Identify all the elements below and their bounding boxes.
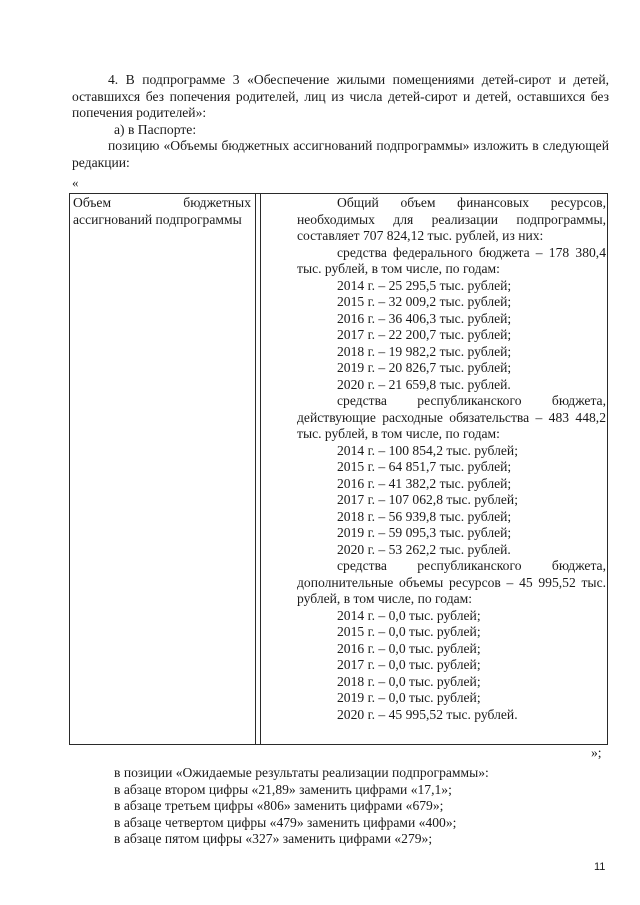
republic-existing-year-line: 2016 г. – 41 382,2 тыс. рублей; [337,475,512,491]
column-divider [260,194,261,744]
republic-existing-year-line: 2018 г. – 56 939,8 тыс. рублей; [337,508,512,524]
table-left-cell [73,195,251,228]
item-a-line: а) в Паспорте: [114,121,197,137]
total-paragraph: Общий объем финансовых ресурсов, необходимых для реализации подпрограммы, составляет 707 824,12 тыс. рублей, из них: [297,195,606,243]
republic-additional-year-line: 2018 г. – 0,0 тыс. рублей; [337,673,481,689]
republic-existing-year-line: 2017 г. – 107 062,8 тыс. рублей; [337,492,518,507]
intro-section [72,72,609,171]
federal-heading: средства федерального бюджета – 178 380,4 тыс. рублей, в том числе, по годам: [297,244,606,276]
open-quote: « [72,175,79,190]
federal-year-line: 2015 г. – 32 009,2 тыс. рублей; [337,294,512,309]
republic-additional-year-line: 2019 г. – 0,0 тыс. рублей; [337,690,481,705]
republic-existing-year-line: 2014 г. – 100 854,2 тыс. рублей; [337,442,518,458]
intro-paragraph: 4. В подпрограмме 3 «Обеспечение жилыми помещениями детей-сирот и детей, оставшихся без попечения родителей, лиц из числа детей-сирот и детей, оставшихся без попечения родителей»: [72,72,609,120]
federal-year-line: 2014 г. – 25 295,5 тыс. рублей; [337,277,512,293]
federal-year-line: 2016 г. – 36 406,3 тыс. рублей; [337,310,512,326]
federal-year-line: 2017 г. – 22 200,7 тыс. рублей; [337,327,512,342]
left-label: Объем бюджетных ассигнований подпрограммы [73,195,251,227]
republic-additional-year-line: 2016 г. – 0,0 тыс. рублей; [337,640,481,656]
republic-additional-heading: средства республиканского бюджета, дополнительные объемы ресурсов – 45 995,52 тыс. рублей, в том числе, по годам: [297,558,606,606]
republic-existing-year-line: 2015 г. – 64 851,7 тыс. рублей; [337,459,512,474]
outro-line: в абзаце пятом цифры «327» заменить цифрами «279»; [114,831,433,846]
table-right-cell [297,195,606,723]
outro-section [72,765,609,848]
republic-existing-heading: средства республиканского бюджета, действующие расходные обязательства – 483 448,2 тыс. рублей, в том числе, по годам: [297,393,606,441]
republic-existing-year-line: 2019 г. – 59 095,3 тыс. рублей; [337,525,512,540]
outro-line: в позиции «Ожидаемые результаты реализации подпрограммы»: [114,765,489,780]
republic-additional-year-line: 2020 г. – 45 995,52 тыс. рублей. [337,706,518,722]
federal-year-line: 2018 г. – 19 982,2 тыс. рублей; [337,343,512,359]
position-line: позицию «Объемы бюджетных ассигнований подпрограммы» изложить в следующей редакции: [72,138,609,170]
republic-existing-year-line: 2020 г. – 53 262,2 тыс. рублей. [337,541,511,557]
budget-table [69,193,608,745]
republic-additional-year-line: 2017 г. – 0,0 тыс. рублей; [337,657,481,672]
republic-additional-year-line: 2014 г. – 0,0 тыс. рублей; [337,607,481,623]
outro-line: в абзаце втором цифры «21,89» заменить цифрами «17,1»; [114,781,452,797]
page-number: 11 [594,861,606,873]
close-quote: »; [591,745,602,760]
column-divider [255,194,256,744]
republic-additional-year-line: 2015 г. – 0,0 тыс. рублей; [337,624,481,639]
federal-year-line: 2020 г. – 21 659,8 тыс. рублей. [337,376,511,392]
outro-line: в абзаце третьем цифры «806» заменить цифрами «679»; [114,798,444,813]
outro-line: в абзаце четвертом цифры «479» заменить цифрами «400»; [114,814,457,830]
federal-year-line: 2019 г. – 20 826,7 тыс. рублей; [337,360,512,375]
